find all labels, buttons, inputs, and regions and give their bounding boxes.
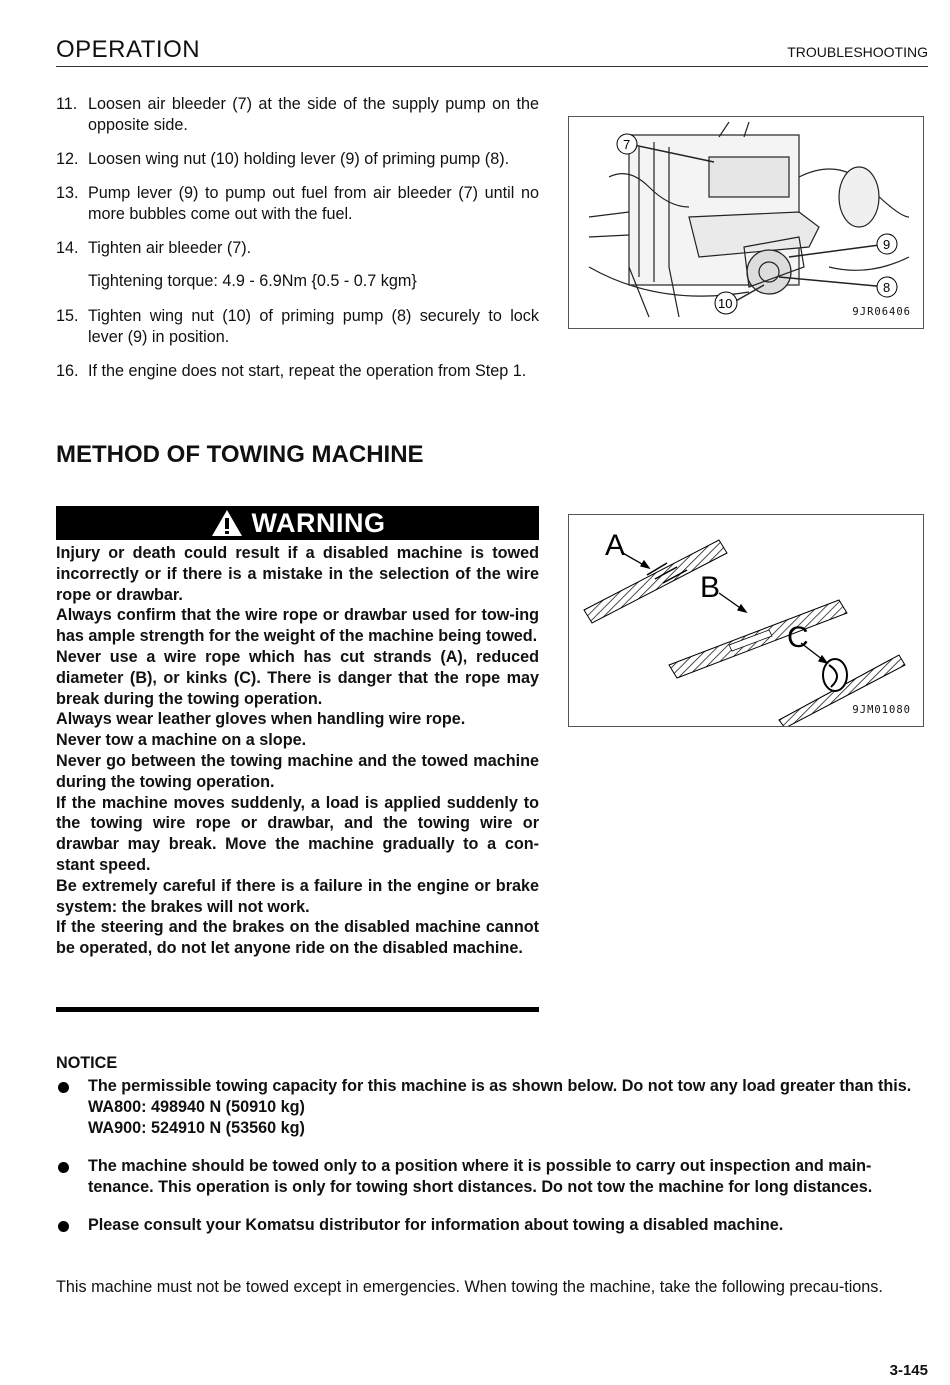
notice-item: [56, 1156, 928, 1198]
warning-triangle-icon: [210, 508, 244, 538]
warning-paragraph: Never tow a machine on a slope.: [56, 731, 307, 750]
notice-title: NOTICE: [56, 1054, 118, 1072]
label-a: A: [605, 529, 626, 562]
callout-9: 9: [883, 237, 891, 252]
notice-item: [56, 1076, 928, 1139]
towing-section-title: METHOD OF TOWING MACHINE: [56, 441, 424, 468]
notice-text: Please consult your Komatsu distributor for information about towing a disabled machine.: [88, 1216, 784, 1234]
figure-code: 9JR06406: [852, 306, 911, 318]
step-item: [56, 94, 539, 136]
capacity-wa800: WA800: 498940 N (50910 kg): [88, 1098, 305, 1116]
warning-paragraph: Always wear leather gloves when handling wire rope.: [56, 710, 466, 729]
step-item: [56, 183, 539, 225]
bullet-icon: [58, 1221, 69, 1232]
step-item: [56, 361, 539, 382]
warning-paragraph: Never go between the towing machine and the towed machine during the towing operation.: [56, 751, 539, 791]
wire-rope-figure: [568, 514, 924, 727]
capacity-wa900: WA900: 524910 N (53560 kg): [88, 1119, 305, 1137]
section-title: OPERATION: [56, 36, 201, 63]
warning-text: [56, 543, 539, 959]
step-number: 12.: [56, 150, 79, 168]
step-text: If the engine does not start, repeat the operation from Step 1.: [88, 362, 527, 380]
notice-text: The permissible towing capacity for this machine is as shown below. Do not tow any load greater than this.: [88, 1077, 912, 1095]
wire-rope-illustration: [569, 515, 923, 726]
warning-label: WARNING: [251, 507, 386, 538]
step-number: 16.: [56, 362, 79, 380]
chapter-title: TROUBLESHOOTING: [787, 44, 928, 60]
warning-paragraph: If the steering and the brakes on the disabled machine cannot be operated, do not let anyone ride on the disabled machine.: [56, 918, 539, 958]
callout-8: 8: [883, 280, 891, 295]
figure-code: 9JM01080: [852, 704, 911, 716]
step-item: [56, 306, 539, 348]
callout-7: 7: [623, 137, 631, 152]
step-text: Loosen wing nut (10) holding lever (9) of priming pump (8).: [88, 150, 510, 168]
notice-text: The machine should be towed only to a position where it is possible to carry out inspection and main-tenance. This operation is only for towing short distances. Do not tow the machine for long distances.: [88, 1157, 873, 1196]
torque-note: Tightening torque: 4.9 - 6.9Nm {0.5 - 0.7 kgm}: [88, 272, 417, 290]
bleeding-steps: [56, 94, 539, 395]
step-text: Tighten air bleeder (7).: [88, 239, 252, 257]
notice-item: [56, 1215, 928, 1236]
notice-block: [56, 1053, 928, 1253]
warning-paragraph: Be extremely careful if there is a failure in the engine or brake system: the brakes will not work.: [56, 876, 539, 916]
warning-bottom-rule: [56, 1007, 539, 1012]
label-c: C: [787, 621, 809, 654]
page-number: 3-145: [889, 1362, 928, 1379]
label-b: B: [700, 571, 721, 604]
closing-paragraph: This machine must not be towed except in emergencies. When towing the machine, take the following precau-tions.: [56, 1278, 883, 1296]
engine-illustration: [569, 117, 923, 328]
callout-10: 10: [718, 296, 733, 311]
step-item: [56, 238, 539, 259]
page-header: [56, 36, 928, 67]
bullet-icon: [58, 1082, 69, 1093]
step-text: Pump lever (9) to pump out fuel from air bleeder (7) until no more bubbles come out with the fuel.: [88, 184, 539, 223]
step-number: 15.: [56, 307, 79, 325]
step-number: 11.: [56, 95, 78, 113]
step-number: 13.: [56, 184, 79, 202]
warning-paragraph: Always confirm that the wire rope or drawbar used for tow-ing has ample strength for the weight of the machine being towed.: [56, 606, 539, 646]
warning-paragraph: Injury or death could result if a disabled machine is towed incorrectly or if there is a mistake in the selection of the wire rope or drawbar.: [56, 544, 539, 604]
warning-paragraph: If the machine moves suddenly, a load is applied suddenly to the towing wire rope or drawbar, and the towing wire or drawbar may break. Move the machine gradually to a con-stant speed.: [56, 793, 539, 874]
priming-pump-figure: [568, 116, 924, 329]
step-text: Loosen air bleeder (7) at the side of the supply pump on the opposite side.: [88, 95, 539, 134]
warning-banner: [56, 506, 539, 540]
step-text: Tighten wing nut (10) of priming pump (8) securely to lock lever (9) in position.: [88, 307, 539, 346]
step-number: 14.: [56, 239, 79, 257]
step-item: [56, 149, 539, 170]
warning-paragraph: Never use a wire rope which has cut strands (A), reduced diameter (B), or kinks (C). There is danger that the rope may break during the towing operation.: [56, 647, 539, 708]
bullet-icon: [58, 1162, 69, 1173]
